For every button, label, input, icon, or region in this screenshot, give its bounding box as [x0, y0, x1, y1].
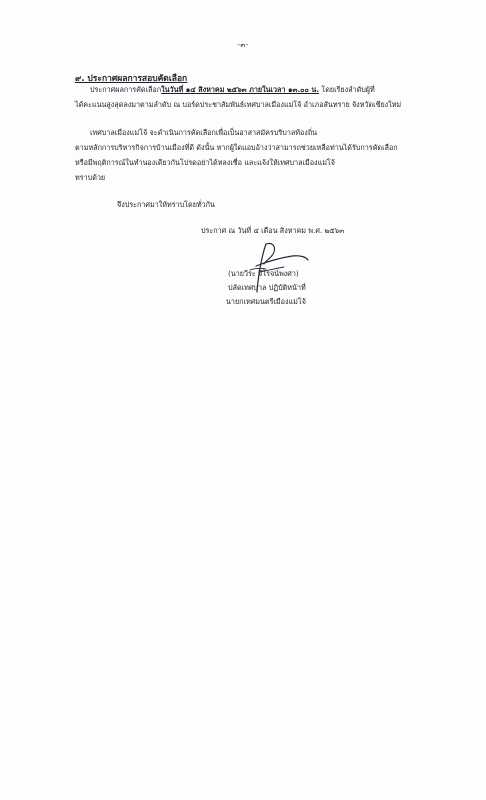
paragraph1-line1-pre: ประกาศผลการคัดเลือก	[90, 85, 162, 94]
paragraph1-date-emphasis: ในวันที่ ๑๔ สิงหาคม ๒๕๖๓ ภายในเวลา ๑๓.๐๐ น.	[161, 85, 320, 94]
paragraph2-line3: หรือมีพฤติการณ์ในทำนองเดียวกันโปรดอย่าได้หลงเชื่อ และแจ้งให้เทศบาลเมืองแม่โจ้	[75, 158, 336, 167]
announcement: จึงประกาศมาให้ทราบโดยทั่วกัน	[117, 200, 215, 209]
dateline: ประกาศ ณ วันที่ ๔ เดือน สิงหาคม พ.ศ. ๒๕๖๓	[201, 226, 345, 235]
paragraph1-line2: ได้คะแนนสูงสุดลงมาตามลำดับ ณ บอร์ดประชาสัมพันธ์เทศบาลเมืองแม่โจ้ อำเภอสันทราย จังหวัดเชียงใหม่	[75, 100, 402, 109]
signatory-position-line2: นายกเทศมนตรีเมืองแม่โจ้	[226, 297, 306, 306]
paragraph2-line2: ตามหลักการบริหารกิจการบ้านเมืองที่ดี ดังนั้น หากผู้ใดแอบอ้างว่าสามารถช่วยเหลือท่านได้รับการคัดเลือก	[75, 143, 398, 152]
paragraph2-line4: ทราบด้วย	[75, 173, 106, 182]
signatory-position-line1: ปลัดเทศบาล ปฏิบัติหน้าที่	[228, 283, 306, 292]
page-number: -๓-	[237, 41, 249, 49]
paragraph1-line1-post: โดยเรียงลำดับผู้ที่	[319, 85, 375, 94]
signatory-name: (นายวีระ จีโรจน์พงศา)	[228, 269, 299, 278]
paragraph1-line1	[90, 82, 375, 97]
section-heading: ๙. ประกาศผลการสอบคัดเลือก	[75, 74, 188, 84]
paragraph2-line1: เทศบาลเมืองแม่โจ้ จะดำเนินการคัดเลือกเพื่อเป็นอาสาสมัครบริบาลท้องถิ่น	[90, 128, 318, 137]
